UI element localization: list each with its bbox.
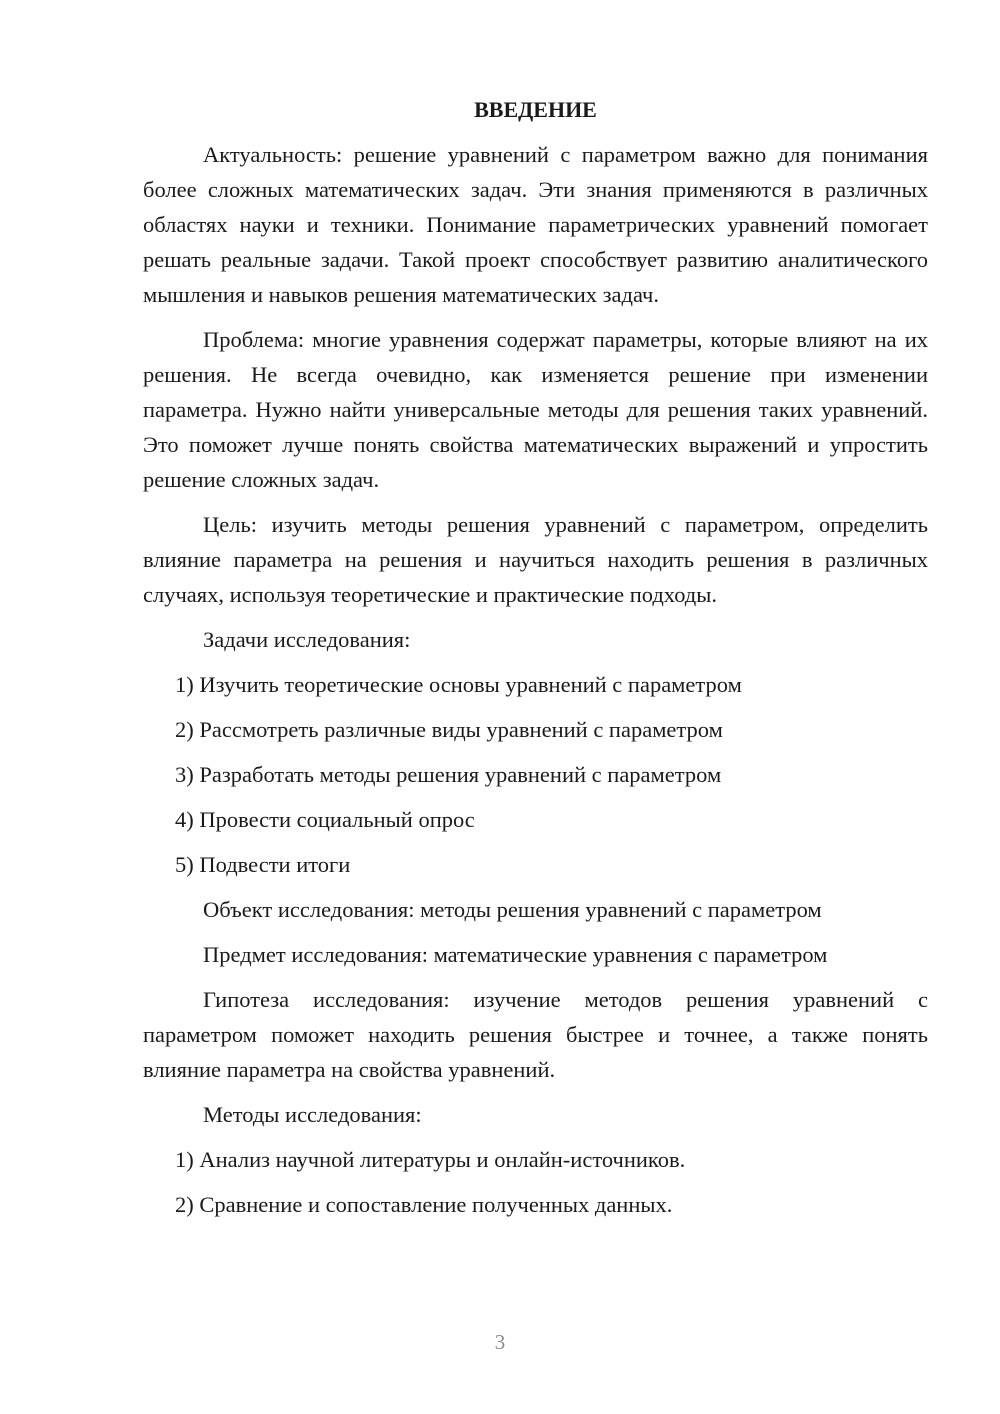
page-title: ВВЕДЕНИЕ bbox=[474, 97, 597, 122]
page-number: 3 bbox=[494, 1330, 506, 1354]
problem-paragraph: Проблема: многие уравнения содержат параметры, которые влияют на их решения. Не всегда очевидно, как изменяется решение при изменении параметра. Нужно найти универсальные методы для решения таких уравнений. Это поможет лучше понять свойства математических выражений и упростить решение сложных задач. bbox=[143, 327, 928, 492]
tasks-heading: Задачи исследования: bbox=[203, 627, 411, 652]
task-item: 2) Рассмотреть различные виды уравнений с параметром bbox=[175, 717, 723, 742]
document-page bbox=[143, 92, 928, 1232]
method-item: 2) Сравнение и сопоставление полученных данных. bbox=[175, 1192, 673, 1217]
object-line: Объект исследования: методы решения уравнений с параметром bbox=[203, 897, 822, 922]
method-item: 1) Анализ научной литературы и онлайн-источников. bbox=[175, 1147, 686, 1172]
subject-line: Предмет исследования: математические уравнения с параметром bbox=[203, 942, 828, 967]
methods-heading: Методы исследования: bbox=[203, 1102, 422, 1127]
task-item: 5) Подвести итоги bbox=[175, 852, 351, 877]
task-item: 3) Разработать методы решения уравнений с параметром bbox=[175, 762, 722, 787]
relevance-paragraph: Актуальность: решение уравнений с параметром важно для понимания более сложных математических задач. Эти знания применяются в различных областях науки и техники. Понимание параметрических уравнений помогает решать реальные задачи. Такой проект способствует развитию аналитического мышления и навыков решения математических задач. bbox=[143, 142, 928, 307]
goal-paragraph: Цель: изучить методы решения уравнений с параметром, определить влияние параметра на решения и научиться находить решения в различных случаях, используя теоретические и практические подходы. bbox=[143, 512, 928, 607]
task-item: 1) Изучить теоретические основы уравнений с параметром bbox=[175, 672, 742, 697]
task-item: 4) Провести социальный опрос bbox=[175, 807, 475, 832]
hypothesis-paragraph: Гипотеза исследования: изучение методов решения уравнений с параметром поможет находить решения быстрее и точнее, а также понять влияние параметра на свойства уравнений. bbox=[143, 987, 928, 1082]
